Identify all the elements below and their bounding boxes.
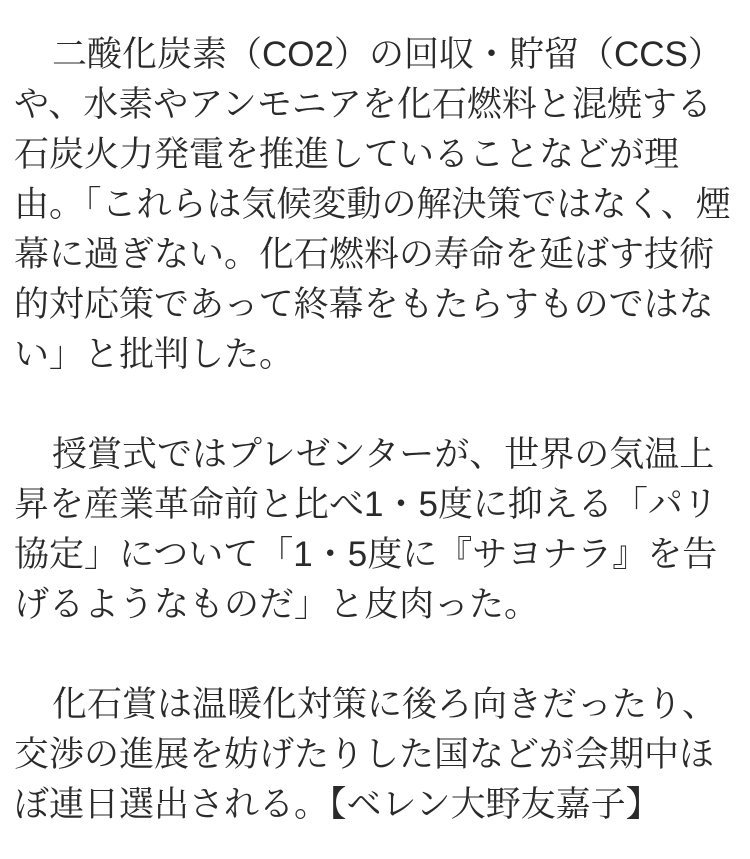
paragraph <box>14 30 736 380</box>
paragraph-text: 授賞式ではプレゼンターが、世界の気温上昇を産業革命前と比べ1・5度に抑える「パリ協定」について「1・5度に『サヨナラ』を告げるようなものだ」と皮肉った。 <box>14 435 718 624</box>
paragraph-text: 二酸化炭素（CO2）の回収・貯留（CCS）や、水素やアンモニアを化石燃料と混焼する石炭火力発電を推進していることなどが理由。「これらは気候変動の解決策ではなく、煙幕に過ぎない。化石燃料の寿命を延ばす技術的対応策であって終幕をもたらすものではない」と批判した。 <box>14 35 731 374</box>
paragraph-text: 化石賞は温暖化対策に後ろ向きだったり、交渉の進展を妨げたりした国などが会期中ほぼ連日選出される。【ベレン大野友嘉子】 <box>14 685 718 824</box>
paragraph <box>14 430 736 630</box>
paragraph <box>14 680 736 830</box>
